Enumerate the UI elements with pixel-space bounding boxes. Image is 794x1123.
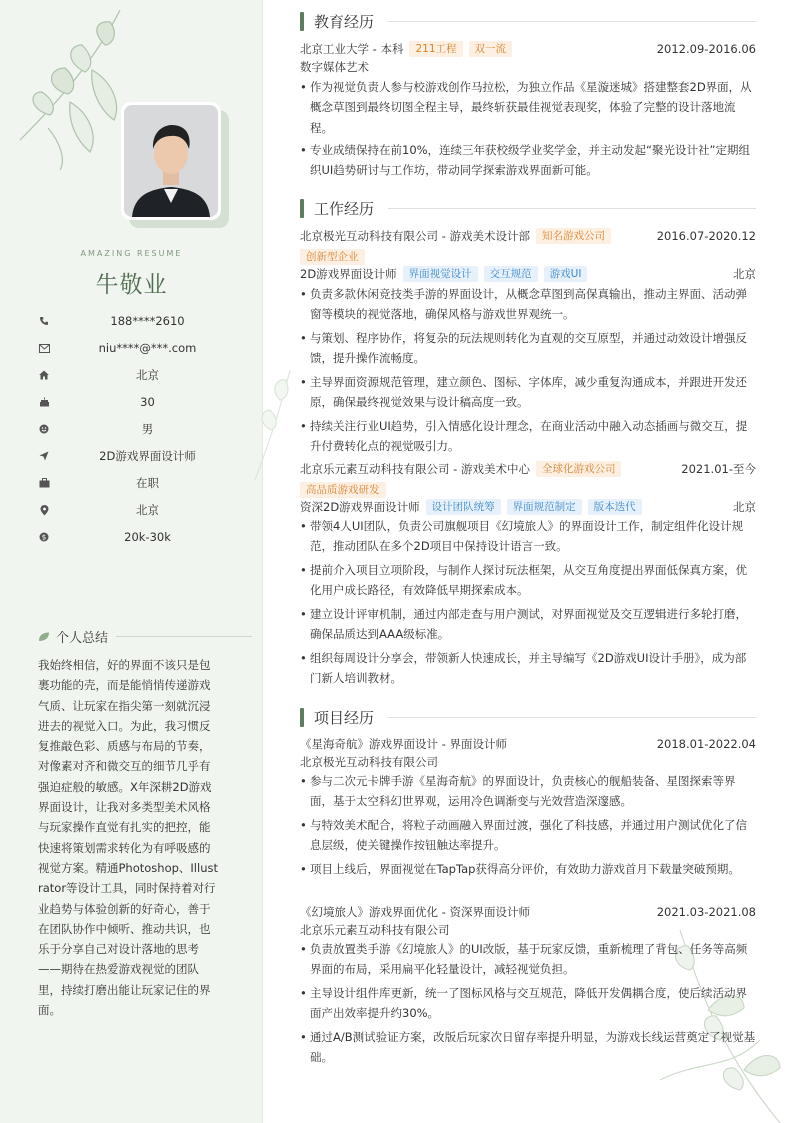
section-title: 教育经历 xyxy=(314,12,375,31)
school-tag: 211工程 xyxy=(409,41,462,57)
job-location: 北京 xyxy=(733,500,756,514)
education-major-row xyxy=(300,58,756,76)
project-date: 2018.01-2022.04 xyxy=(656,737,756,751)
list-item: • 与策划、程序协作，将复杂的玩法规则转化为直观的交互原型，并通过动效设计增强反馈，提升操作流畅度。 xyxy=(300,331,747,366)
education-header xyxy=(300,40,756,58)
list-item: • 专业成绩保持在前10%，连续三年获校级学业奖学金，并主动发起“聚光设计社”定期组织UI趋势研讨与工作坊，带动同学探索游戏界面新可能。 xyxy=(300,143,750,178)
info-email xyxy=(38,338,238,358)
phone-value: 188****2610 xyxy=(110,314,185,328)
job-role-row xyxy=(300,265,756,283)
skill-tag: 版本迭代 xyxy=(588,499,642,515)
skill-tag: 界面规范制定 xyxy=(507,499,582,515)
section-work xyxy=(300,198,756,218)
section-education xyxy=(300,11,756,31)
list-item: • 主导界面资源规范管理，建立颜色、图标、字体库，减少重复沟通成本，并跟进开发还原，确保最终视觉效果与设计稿高度一致。 xyxy=(300,375,747,410)
divider xyxy=(388,21,756,22)
company-tag: 全球化游戏公司 xyxy=(536,461,622,477)
project-date: 2021.03-2021.08 xyxy=(656,905,756,919)
job-date: 2016.07-2020.12 xyxy=(656,229,756,243)
job-header xyxy=(300,227,756,245)
info-home xyxy=(38,365,238,385)
email-value: niu****@***.com xyxy=(98,341,197,355)
job-location: 北京 xyxy=(733,267,756,281)
info-gender xyxy=(38,419,238,439)
portrait-image xyxy=(124,105,218,217)
leaf-icon xyxy=(38,627,50,646)
section-marker xyxy=(300,708,304,727)
divider xyxy=(388,208,756,209)
city-value: 北京 xyxy=(136,503,159,517)
info-position xyxy=(38,446,238,466)
project-company-row xyxy=(300,921,756,939)
salary-value: 20k-30k xyxy=(124,530,171,544)
job-role: 2D游戏界面设计师 xyxy=(300,267,397,281)
info-status xyxy=(38,473,238,493)
project-header xyxy=(300,903,756,921)
list-item: • 通过A/B测试验证方案，改版后玩家次日留存率提升明显，为游戏长线运营奠定了视觉基础。 xyxy=(300,1030,756,1065)
company-tag: 知名游戏公司 xyxy=(536,228,611,244)
list-item: • 组织每周设计分享会，带领新人快速成长，并主导编写《2D游戏UI设计手册》，成为部门新人培训教材。 xyxy=(300,651,747,686)
info-salary xyxy=(38,527,238,547)
section-title: 工作经历 xyxy=(314,199,375,218)
position-value: 2D游戏界面设计师 xyxy=(99,449,196,463)
skill-tag: 设计团队统筹 xyxy=(426,499,501,515)
section-title: 项目经历 xyxy=(314,708,375,727)
info-age xyxy=(38,392,238,412)
company-tag: 创新型企业 xyxy=(300,249,365,265)
svg-text:$: $ xyxy=(41,533,47,542)
list-item: • 负责多款休闲竞技类手游的界面设计，从概念草图到高保真输出，推动主界面、活动弹窗等模块的视觉落地，确保风格与游戏世界观统一。 xyxy=(300,287,747,322)
list-item: • 主导设计组件库更新，统一了图标风格与交互规范，降低开发偶耦合度，使后续活动界面产出效率提升约30%。 xyxy=(300,986,747,1021)
divider xyxy=(388,717,756,718)
project-company: 北京极光互动科技有限公司 xyxy=(300,755,438,769)
list-item: • 参与二次元卡牌手游《星海奇航》的界面设计，负责核心的舰船装备、星图探索等界面，基于太空科幻世界观，运用冷色调渐变与光效营造深邃感。 xyxy=(300,774,736,809)
list-item: • 带领4人UI团队，负责公司旗舰项目《幻境旅人》的界面设计工作，制定组件化设计规范，推动团队在多个2D项目中保持设计语言一致。 xyxy=(300,519,744,554)
list-item: • 项目上线后，界面视觉在TapTap获得高分评价，有效助力游戏首月下载量突破预期。 xyxy=(300,862,740,876)
education-date: 2012.09-2016.06 xyxy=(656,42,756,56)
list-item: • 作为视觉负责人参与校游戏创作马拉松，为独立作品《星漩迷城》搭建整套2D界面，从概念草图到最终切图全程主导，最终斩获最佳视觉表现奖，体验了完整的设计落地流程。 xyxy=(300,80,752,135)
divider xyxy=(116,636,252,637)
avatar xyxy=(121,102,221,220)
list-item: • 建立设计评审机制，通过内部走查与用户测试，对界面视觉及交互逻辑进行多轮打磨，确保品质达到AAA级标准。 xyxy=(300,607,747,642)
tagline: AMAZING RESUME xyxy=(80,249,183,258)
job-header xyxy=(300,460,756,478)
skill-tag: 游戏UI xyxy=(544,266,588,282)
gender-value: 男 xyxy=(141,422,154,436)
company-name: 北京乐元素互动科技有限公司 - 游戏美术中心 xyxy=(300,462,530,476)
summary-text: 我始终相信，好的界面不该只是包裹功能的壳，而是能悄悄传递游戏气质、让玩家在指尖第一刻就沉浸进去的视觉入口。为此，我习惯反复推敲色彩、质感与布局的节奏，对像素对齐和微交互的细节几乎有强迫症般的敏感。X年深耕2D游戏界面设计，让我对多类型美术风格与玩家操作直觉有扎实的把控，能快速将策划需求转化为有呼吸感的视觉方案。精通Photoshop、Illustrator等设计工具，同时保持着对行业趋势与体验创新的好奇心，善于在团队协作中倾听、推动共识，也乐于分享自己对设计落地的思考——期待在热爱游戏视觉的团队里，持续打磨出能让玩家记住的界面。 xyxy=(38,658,218,1018)
summary-title: 个人总结 xyxy=(56,630,109,646)
job-tag-row xyxy=(300,248,756,266)
list-item: • 持续关注行业UI趋势，引入情感化设计理念，在商业活动中融入动态插画与微交互，提升付费转化点的视觉吸引力。 xyxy=(300,419,748,454)
list-item: • 负责放置类手游《幻境旅人》的UI改版，基于玩家反馈，重新梳理了背包、任务等高频界面的布局，采用扁平化轻量设计，减轻视觉负担。 xyxy=(300,942,748,977)
company-tag: 高品质游戏研发 xyxy=(300,482,386,498)
job-tag-row xyxy=(300,481,756,499)
job-date: 2021.01-至今 xyxy=(681,462,756,476)
project-header xyxy=(300,735,756,753)
project-name: 《星海奇航》游戏界面设计 - 界面设计师 xyxy=(300,737,507,751)
job-role-row xyxy=(300,498,756,516)
section-marker xyxy=(300,199,304,218)
section-marker xyxy=(300,12,304,31)
project-company-row xyxy=(300,753,756,771)
project-company: 北京乐元素互动科技有限公司 xyxy=(300,923,450,937)
list-item: • 与特效美术配合，将粒子动画融入界面过渡，强化了科技感，并通过用户测试优化了信息层级，使关键操作按钮触达率提升。 xyxy=(300,818,747,853)
project-name: 《幻境旅人》游戏界面优化 - 资深界面设计师 xyxy=(300,905,530,919)
school-name: 北京工业大学 - 本科 xyxy=(300,42,404,56)
hometown-value: 北京 xyxy=(136,368,159,382)
avatar-frame xyxy=(121,102,223,222)
age-value: 30 xyxy=(140,395,155,409)
candidate-name: 牛敬业 xyxy=(95,272,168,298)
skill-tag: 界面视觉设计 xyxy=(403,266,478,282)
status-value: 在职 xyxy=(136,476,159,490)
skill-tag: 交互规范 xyxy=(484,266,538,282)
summary-heading xyxy=(38,627,252,645)
job-role: 资深2D游戏界面设计师 xyxy=(300,500,420,514)
section-projects xyxy=(300,707,756,727)
major: 数字媒体艺术 xyxy=(300,60,369,74)
company-name: 北京极光互动科技有限公司 - 游戏美术设计部 xyxy=(300,229,530,243)
info-phone xyxy=(38,311,238,331)
info-city xyxy=(38,500,238,520)
sidebar xyxy=(0,0,263,1123)
school-tag: 双一流 xyxy=(469,41,513,57)
list-item: • 提前介入项目立项阶段，与制作人探讨玩法框架，从交互角度提出界面低保真方案，优化用户成长路径，有效降低早期探索成本。 xyxy=(300,563,747,598)
